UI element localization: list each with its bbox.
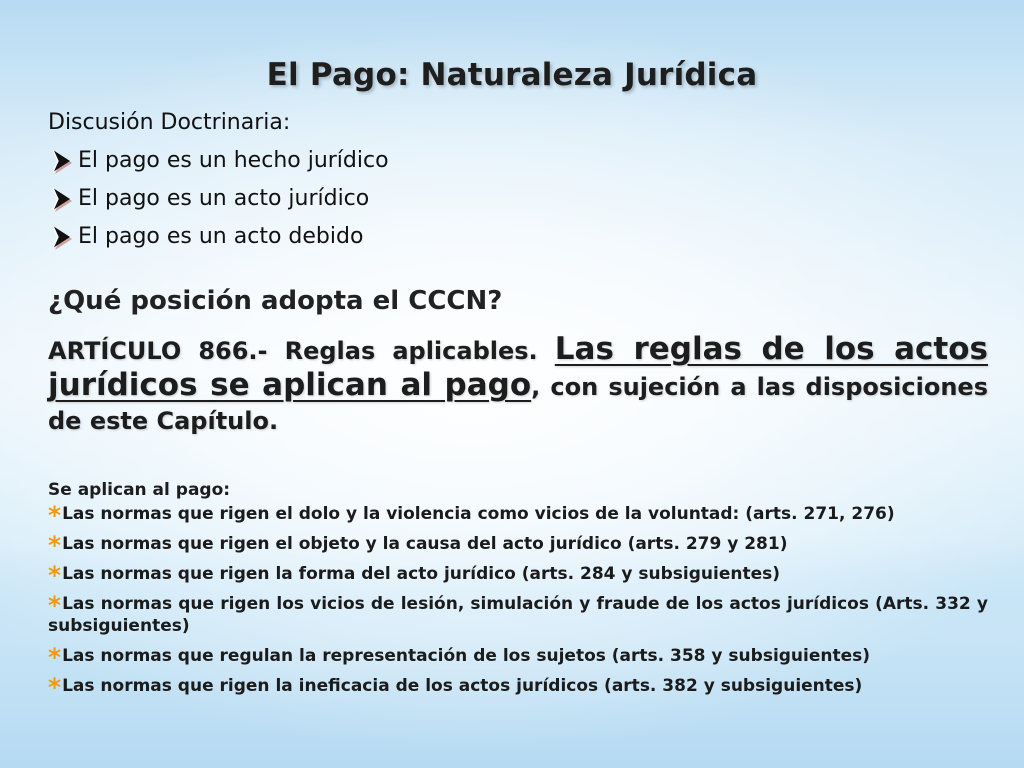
doctrinal-discussion <box>48 104 978 256</box>
rule-text: Las normas que regulan la representación de los sujetos (arts. 358 y subsiguientes) <box>62 646 871 666</box>
arrow-right-icon <box>48 185 74 213</box>
discussion-item-text: El pago es un acto debido <box>78 224 364 249</box>
article-866 <box>48 332 988 438</box>
rule-text: Las normas que rigen el objeto y la causa del acto jurídico (arts. 279 y 281) <box>62 534 788 554</box>
applied-rules-list <box>48 501 988 702</box>
page-title: El Pago: Naturaleza Jurídica <box>266 56 758 93</box>
discussion-item <box>48 142 978 180</box>
discussion-heading: Discusión Doctrinaria: <box>48 110 291 135</box>
arrow-right-icon <box>48 223 74 251</box>
star-icon: * <box>48 531 62 560</box>
star-icon: * <box>48 501 62 530</box>
discussion-item <box>48 180 978 218</box>
rule-item <box>48 593 988 637</box>
arrow-right-icon <box>48 147 74 175</box>
cccn-question: ¿Qué posición adopta el CCCN? <box>48 286 503 316</box>
rule-item <box>48 531 988 560</box>
rule-item <box>48 501 988 530</box>
star-icon: * <box>48 561 62 590</box>
discussion-item-text: El pago es un hecho jurídico <box>78 148 389 173</box>
rule-text: Las normas que rigen los vicios de lesión, simulación y fraude de los actos jurídicos (Arts. 332 y subsiguientes) <box>48 594 988 636</box>
star-icon: * <box>48 591 62 620</box>
rule-text: Las normas que rigen la ineficacia de los actos jurídicos (arts. 382 y subsiguientes) <box>62 676 863 696</box>
article-emphasis: Las reglas de los actos jurídicos se aplican al pago <box>48 331 988 403</box>
rule-text: Las normas que rigen la forma del acto jurídico (arts. 284 y subsiguientes) <box>62 564 781 584</box>
discussion-item <box>48 218 978 256</box>
rule-item <box>48 643 988 672</box>
article-intro: ARTÍCULO 866.- Reglas aplicables. <box>48 337 538 365</box>
star-icon: * <box>48 673 62 702</box>
rule-text: Las normas que rigen el dolo y la violencia como vicios de la voluntad: (arts. 271, 276) <box>62 504 895 524</box>
rule-item <box>48 673 988 702</box>
article-rest: , con sujeción a las disposiciones de este Capítulo. <box>48 373 988 435</box>
applied-rules-heading: Se aplican al pago: <box>48 480 231 500</box>
discussion-item-text: El pago es un acto jurídico <box>78 186 370 211</box>
rule-item <box>48 561 988 590</box>
star-icon: * <box>48 643 62 672</box>
